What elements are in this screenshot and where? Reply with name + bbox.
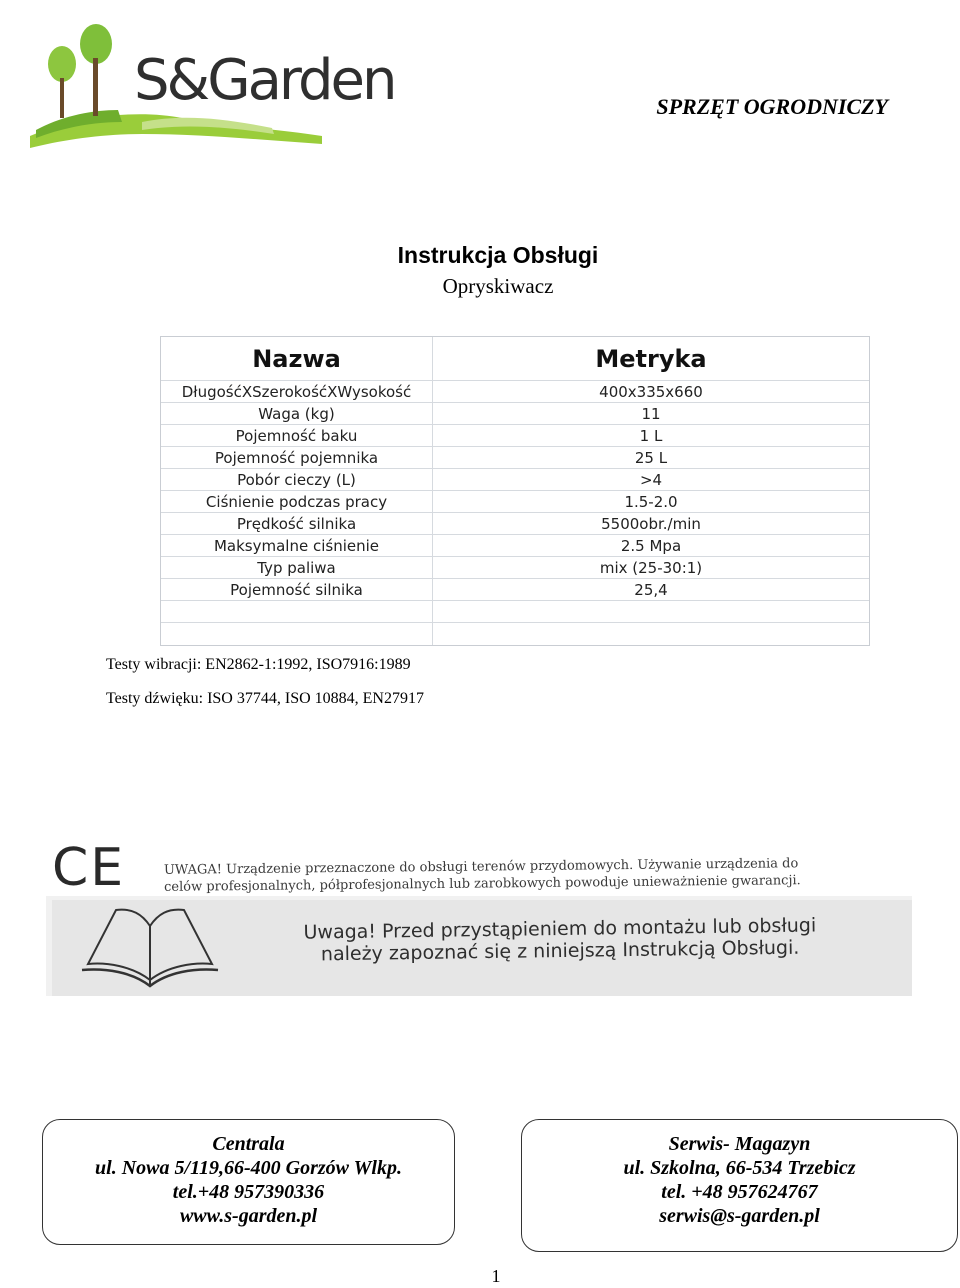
empty-table-row <box>161 601 869 623</box>
brand-logo <box>22 18 414 168</box>
table-row <box>161 381 869 403</box>
empty-table-row <box>161 623 869 645</box>
central-title: Centrala <box>212 1133 285 1155</box>
spec-value: 5500obr./min <box>601 515 701 533</box>
read-manual-line: Uwaga! Przed przystąpieniem do montażu lub obsługi <box>303 914 817 944</box>
service-email-link[interactable]: serwis@s-garden.pl <box>659 1205 820 1227</box>
table-row <box>161 557 869 579</box>
service-phone: tel. +48 957624767 <box>661 1181 818 1203</box>
spec-name: Maksymalne ciśnienie <box>161 535 433 556</box>
spec-value: 25,4 <box>634 581 668 599</box>
spec-name: Pojemność baku <box>161 425 433 446</box>
read-manual-line: należy zapoznać się z niniejszą Instrukcją Obsługi. <box>320 936 800 966</box>
column-header-metric: Metryka <box>595 345 707 373</box>
table-row <box>161 491 869 513</box>
spec-value: 11 <box>641 405 661 423</box>
document-title: Instrukcja Obsługi <box>397 242 599 268</box>
sound-tests: Testy dźwięku: ISO 37744, ISO 10884, EN27917 <box>106 690 424 707</box>
category-heading: SPRZĘT OGRODNICZY <box>656 94 888 119</box>
spec-value: 400x335x660 <box>599 383 703 401</box>
document-subtitle: Opryskiwacz <box>442 274 554 298</box>
service-address-box <box>521 1119 958 1252</box>
central-website-link[interactable]: www.s-garden.pl <box>179 1205 318 1227</box>
warning-panel <box>46 838 912 996</box>
central-street: ul. Nowa 5/119,66-400 Gorzów Wlkp. <box>95 1157 402 1179</box>
spec-value: 1.5-2.0 <box>624 493 678 511</box>
spec-value: mix (25-30:1) <box>599 559 703 577</box>
warranty-warning-line: UWAGA! Urządzenie przeznaczone do obsługi terenów przydomowych. Używanie urządzenia do <box>163 856 799 878</box>
spec-name: Pobór cieczy (L) <box>161 469 433 490</box>
spec-name: Prędkość silnika <box>161 513 433 534</box>
spec-name: Typ paliwa <box>161 557 433 578</box>
ce-mark: CE <box>52 838 126 898</box>
spec-value: 1 L <box>639 427 663 445</box>
spec-name: Ciśnienie podczas pracy <box>161 491 433 512</box>
table-row <box>161 579 869 601</box>
spec-name: Pojemność silnika <box>161 579 433 600</box>
table-row <box>161 425 869 447</box>
table-row <box>161 469 869 491</box>
spec-value: 25 L <box>634 449 668 467</box>
table-row <box>161 403 869 425</box>
spec-name: DługośćXSzerokośćXWysokość <box>161 381 433 402</box>
spec-value: 2.5 Mpa <box>620 537 682 555</box>
read-manual-notice <box>250 914 871 967</box>
open-book-icon <box>76 904 224 994</box>
warranty-warning-line: celów profesjonalnych, półprofesjonalnych lub zarobkowych powoduje unieważnienie gwarancji. <box>164 873 801 895</box>
central-phone: tel.+48 957390336 <box>172 1181 325 1203</box>
table-row <box>161 447 869 469</box>
spec-header-row <box>161 337 869 381</box>
spec-value: >4 <box>639 471 663 489</box>
table-row <box>161 535 869 557</box>
spec-table <box>160 336 870 646</box>
central-address-box <box>42 1119 455 1245</box>
spec-name: Waga (kg) <box>161 403 433 424</box>
table-row <box>161 513 869 535</box>
spec-name: Pojemność pojemnika <box>161 447 433 468</box>
vibration-tests: Testy wibracji: EN2862-1:1992, ISO7916:1989 <box>106 656 411 673</box>
page-number: 1 <box>491 1266 501 1286</box>
brand-name: S&Garden <box>134 48 395 113</box>
service-street: ul. Szkolna, 66-534 Trzebicz <box>623 1157 856 1179</box>
column-header-name: Nazwa <box>161 337 433 380</box>
service-title: Serwis- Magazyn <box>668 1133 811 1155</box>
